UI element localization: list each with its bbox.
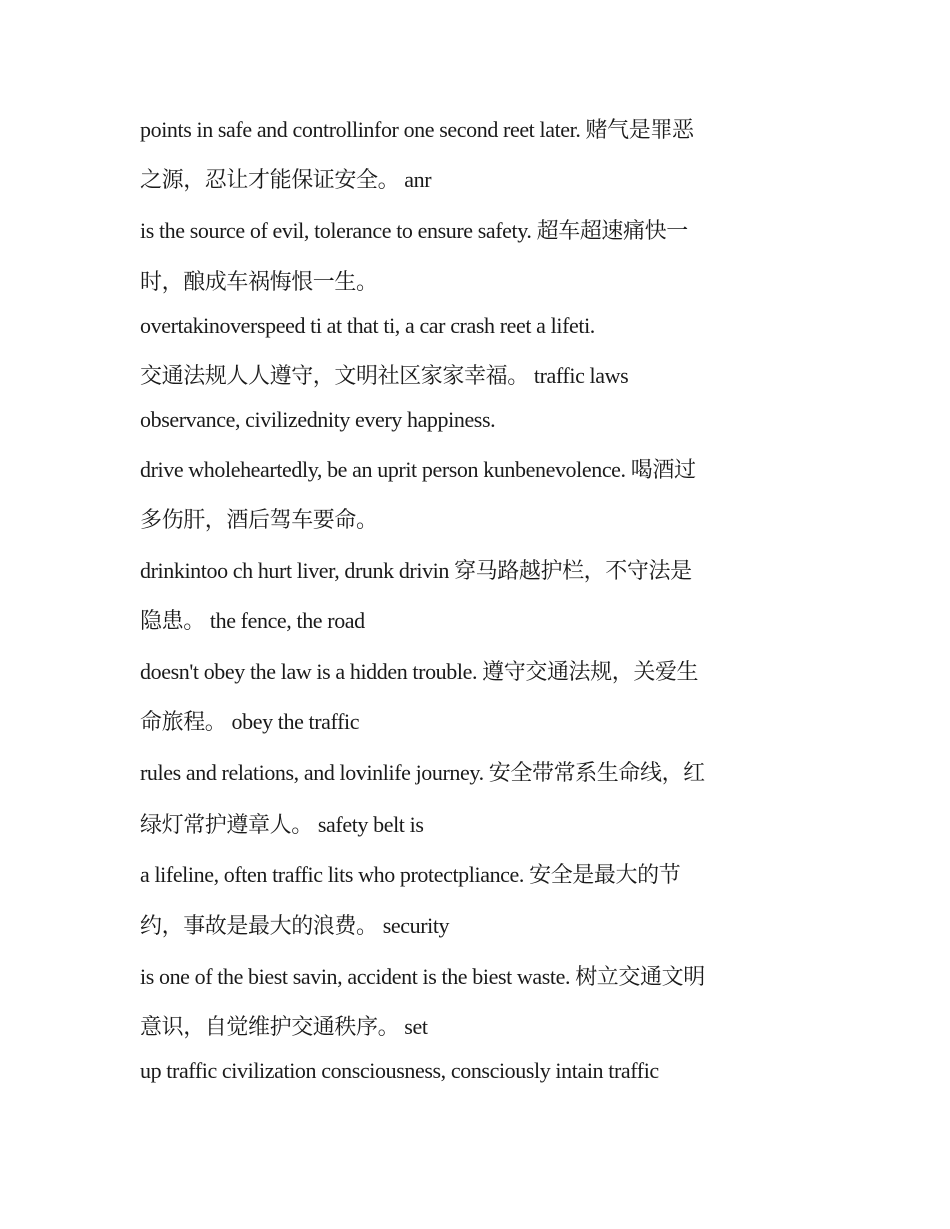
text-line: 之源，忍让才能保证安全。 anr: [140, 167, 432, 192]
text-line: 命旅程。 obey the traffic: [140, 709, 360, 734]
text-line: 多伤肝，酒后驾车要命。: [140, 507, 378, 532]
text-line: 约，事故是最大的浪费。 security: [140, 913, 450, 938]
text-line: overtakinoverspeed ti at that ti, a car crash reet a lifeti.: [140, 313, 595, 338]
text-line: doesn't obey the law is a hidden trouble. 遵守交通法规，关爱生: [140, 659, 699, 684]
text-line: 交通法规人人遵守，文明社区家家幸福。 traffic laws: [140, 363, 629, 388]
text-line: 意识，自觉维护交通秩序。 set: [140, 1014, 428, 1039]
text-line: drive wholeheartedly, be an uprit person kunbenevolence. 喝酒过: [140, 457, 696, 482]
text-line: points in safe and controllinfor one second reet later. 赌气是罪恶: [140, 117, 694, 142]
text-line: 绿灯常护遵章人。 safety belt is: [140, 812, 424, 837]
text-line: up traffic civilization consciousness, consciously intain traffic: [140, 1058, 659, 1083]
text-line: observance, civilizednity every happiness.: [140, 407, 496, 432]
text-line: 时，酿成车祸悔恨一生。: [140, 269, 378, 294]
text-line: drinkintoo ch hurt liver, drunk drivin 穿马路越护栏，不守法是: [140, 558, 692, 583]
text-line: rules and relations, and lovinlife journey. 安全带常系生命线，红: [140, 760, 705, 785]
text-line: 隐患。 the fence, the road: [140, 608, 365, 633]
text-line: is one of the biest savin, accident is the biest waste. 树立交通文明: [140, 964, 705, 989]
text-line: is the source of evil, tolerance to ensure safety. 超车超速痛快一: [140, 218, 688, 243]
text-line: a lifeline, often traffic lits who protectpliance. 安全是最大的节: [140, 862, 681, 887]
